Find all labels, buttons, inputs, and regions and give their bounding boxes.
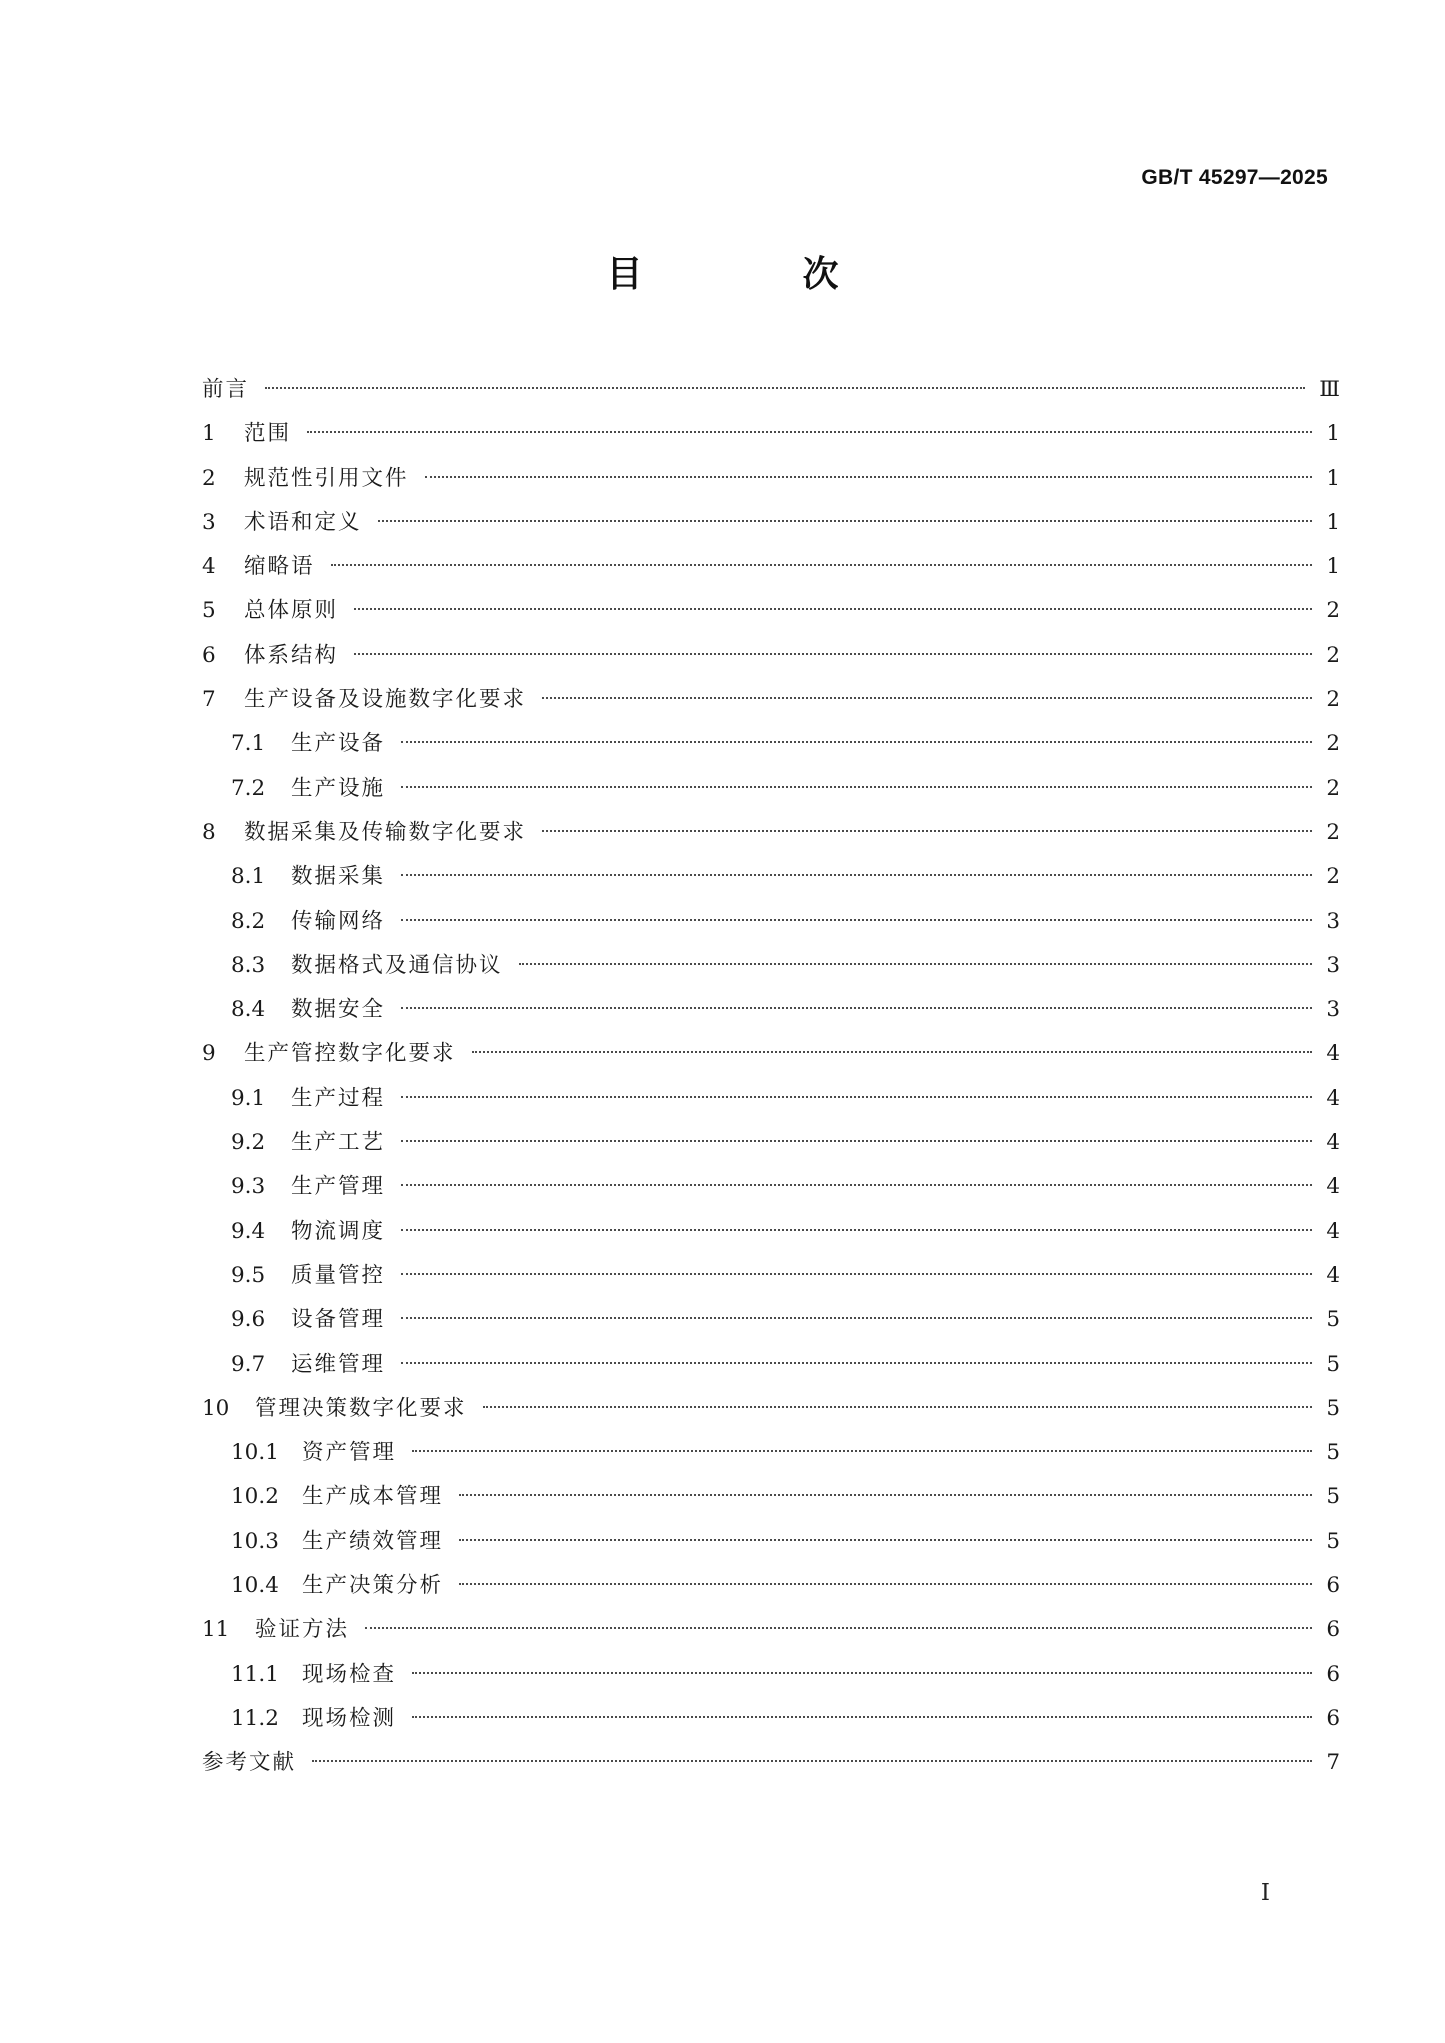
toc-entry-number: 9.2 [231, 1130, 266, 1156]
dot-leader [307, 431, 1312, 433]
toc-entry-page: 2 [1326, 775, 1340, 801]
toc-entry[interactable] [202, 944, 1340, 988]
toc-entry-page: 2 [1326, 687, 1340, 713]
dot-leader [312, 1760, 1312, 1762]
toc-entry-number: 7.2 [231, 775, 266, 801]
toc-entry-title[interactable]: 现场检查 [302, 1661, 397, 1687]
toc-entry[interactable] [202, 1653, 1340, 1697]
toc-entry-page: 5 [1326, 1440, 1340, 1466]
toc-entry-page: 2 [1326, 598, 1340, 624]
toc-entry[interactable] [202, 678, 1340, 722]
toc-entry-number: 11.2 [231, 1705, 279, 1731]
toc-entry[interactable] [202, 1032, 1340, 1076]
toc-entry-number: 5 [202, 598, 216, 624]
dot-leader [265, 387, 1305, 389]
toc-entry-title[interactable]: 缩略语 [244, 554, 315, 580]
dot-leader [401, 874, 1312, 876]
toc-entry-title[interactable]: 生产设备 [291, 731, 386, 757]
toc-entry-page: 4 [1326, 1041, 1340, 1067]
toc-entry-page: 2 [1326, 864, 1340, 890]
toc-entry[interactable] [202, 457, 1340, 501]
toc-entry-title[interactable]: 质量管控 [291, 1262, 386, 1288]
toc-entry-page: 2 [1326, 819, 1340, 845]
toc-entry-number: 9.4 [231, 1218, 266, 1244]
toc-entry-page: 6 [1326, 1705, 1340, 1731]
toc-entry-title[interactable]: 管理决策数字化要求 [255, 1395, 467, 1421]
dot-leader [425, 476, 1312, 478]
dot-leader [401, 1007, 1312, 1009]
dot-leader [472, 1051, 1312, 1053]
toc-entry-page: 5 [1326, 1528, 1340, 1554]
toc-entry-title[interactable]: 参考文献 [202, 1750, 297, 1776]
toc-entry-page: 3 [1326, 908, 1340, 934]
dot-leader [483, 1406, 1312, 1408]
toc-entry-title[interactable]: 生产设施 [291, 775, 386, 801]
toc-entry-title[interactable]: 范围 [244, 421, 292, 447]
toc-entry-page: 6 [1326, 1661, 1340, 1687]
toc-entry[interactable] [202, 855, 1340, 899]
toc-entry-number: 6 [202, 642, 216, 668]
toc-entry-number: 7 [202, 687, 216, 713]
toc-entry[interactable] [202, 767, 1340, 811]
toc-entry[interactable] [202, 1475, 1340, 1519]
toc-entry-page: 4 [1326, 1130, 1340, 1156]
toc-entry[interactable] [202, 1431, 1340, 1475]
toc-entry[interactable] [202, 1298, 1340, 1342]
toc-entry-title[interactable]: 总体原则 [244, 598, 339, 624]
dot-leader [378, 520, 1312, 522]
toc-entry-title[interactable]: 生产决策分析 [302, 1573, 444, 1599]
toc-entry-title[interactable]: 生产管控数字化要求 [244, 1041, 456, 1067]
toc-entry-page: 4 [1326, 1218, 1340, 1244]
toc-entry[interactable] [202, 634, 1340, 678]
dot-leader [331, 564, 1312, 566]
toc-entry-title[interactable]: 验证方法 [255, 1617, 350, 1643]
toc-entry-title[interactable]: 规范性引用文件 [244, 465, 409, 491]
dot-leader [459, 1539, 1312, 1541]
toc-entry-page: 5 [1326, 1484, 1340, 1510]
toc-entry-number: 8 [202, 819, 216, 845]
toc-entry-number: 9.3 [231, 1174, 266, 1200]
dot-leader [401, 1096, 1312, 1098]
toc-entry-number: 11.1 [231, 1661, 279, 1687]
dot-leader [459, 1583, 1312, 1585]
toc-entry-page: 1 [1326, 421, 1340, 447]
toc-entry-title[interactable]: 设备管理 [291, 1307, 386, 1333]
toc-entry-title[interactable]: 生产管理 [291, 1174, 386, 1200]
toc-entry-page: 2 [1326, 731, 1340, 757]
toc-entry-number: 10.4 [231, 1573, 279, 1599]
toc-entry-page: 6 [1326, 1573, 1340, 1599]
toc-entry-title[interactable]: 传输网络 [291, 908, 386, 934]
dot-leader [354, 653, 1312, 655]
toc-entry[interactable] [202, 1343, 1340, 1387]
dot-leader [542, 697, 1312, 699]
toc-entry-number: 8.1 [231, 864, 266, 890]
toc-entry[interactable] [202, 545, 1340, 589]
toc-entry-page: 1 [1326, 465, 1340, 491]
toc-entry-number: 10 [202, 1395, 230, 1421]
toc-entry-title[interactable]: 前言 [202, 377, 250, 402]
dot-leader [459, 1494, 1312, 1496]
toc-entry-title[interactable]: 数据格式及通信协议 [291, 952, 503, 978]
toc-entry-page: 4 [1326, 1174, 1340, 1200]
dot-leader [542, 830, 1312, 832]
toc-entry-page: 1 [1326, 554, 1340, 580]
toc-entry-number: 9.1 [231, 1085, 266, 1111]
toc-entry-number: 9 [202, 1041, 216, 1067]
dot-leader [519, 963, 1312, 965]
toc-entry-title[interactable]: 术语和定义 [244, 509, 362, 535]
toc-entry[interactable] [202, 1564, 1340, 1608]
toc-entry-number: 10.3 [231, 1528, 279, 1554]
toc-entry-page: 6 [1326, 1617, 1340, 1643]
toc-entry-title[interactable]: 生产成本管理 [302, 1484, 444, 1510]
toc-entry[interactable] [202, 1210, 1340, 1254]
toc-entry-number: 8.3 [231, 952, 266, 978]
toc-entry[interactable] [202, 1608, 1340, 1652]
toc-entry[interactable] [202, 1387, 1340, 1431]
dot-leader [412, 1716, 1312, 1718]
dot-leader [401, 1140, 1312, 1142]
dot-leader [401, 1317, 1312, 1319]
toc-entry-number: 11 [202, 1617, 230, 1643]
toc-entry-title[interactable]: 数据安全 [291, 997, 386, 1023]
toc-entry-page: 3 [1326, 997, 1340, 1023]
dot-leader [401, 741, 1312, 743]
toc-entry[interactable] [202, 1697, 1340, 1741]
toc-entry-page: Ⅲ [1319, 377, 1340, 402]
toc-entry-number: 10.2 [231, 1484, 279, 1510]
toc-entry-number: 9.7 [231, 1351, 266, 1377]
dot-leader [354, 608, 1312, 610]
toc-entry[interactable] [202, 1165, 1340, 1209]
toc-entry[interactable] [202, 589, 1340, 633]
standard-number: GB/T 45297—2025 [1141, 166, 1328, 189]
toc-entry-page: 3 [1326, 952, 1340, 978]
toc-entry-page: 1 [1326, 509, 1340, 535]
dot-leader [412, 1672, 1312, 1674]
toc-entry-number: 7.1 [231, 731, 266, 757]
table-of-contents [202, 368, 1340, 1786]
toc-entry-number: 8.2 [231, 908, 266, 934]
toc-entry-title[interactable]: 运维管理 [291, 1351, 386, 1377]
toc-entry-page: 5 [1326, 1351, 1340, 1377]
page-title: 目 次 [606, 254, 901, 295]
dot-leader [412, 1450, 1312, 1452]
page-number: Ⅰ [1260, 1880, 1270, 1906]
dot-leader [401, 1273, 1312, 1275]
toc-entry[interactable] [202, 368, 1340, 412]
toc-entry[interactable] [202, 501, 1340, 545]
toc-entry-title[interactable]: 生产绩效管理 [302, 1528, 444, 1554]
toc-entry-number: 3 [202, 509, 216, 535]
dot-leader [401, 919, 1312, 921]
toc-entry[interactable] [202, 412, 1340, 456]
dot-leader [401, 1184, 1312, 1186]
dot-leader [401, 786, 1312, 788]
toc-entry-page: 7 [1326, 1750, 1340, 1776]
toc-entry[interactable] [202, 722, 1340, 766]
dot-leader [401, 1229, 1312, 1231]
toc-entry-title[interactable]: 生产设备及设施数字化要求 [244, 687, 527, 713]
toc-entry-page: 5 [1326, 1307, 1340, 1333]
toc-entry-number: 4 [202, 554, 216, 580]
toc-entry-title[interactable]: 资产管理 [302, 1440, 397, 1466]
toc-entry[interactable] [202, 1741, 1340, 1785]
toc-entry[interactable] [202, 1121, 1340, 1165]
toc-entry-page: 5 [1326, 1395, 1340, 1421]
toc-entry[interactable] [202, 988, 1340, 1032]
toc-entry-page: 4 [1326, 1085, 1340, 1111]
toc-entry-number: 9.6 [231, 1307, 266, 1333]
toc-entry-number: 2 [202, 465, 216, 491]
toc-entry-number: 10.1 [231, 1440, 279, 1466]
toc-entry-page: 4 [1326, 1262, 1340, 1288]
toc-entry-title[interactable]: 生产过程 [291, 1085, 386, 1111]
toc-entry[interactable] [202, 900, 1340, 944]
toc-entry-number: 1 [202, 421, 216, 447]
toc-entry-page: 2 [1326, 642, 1340, 668]
toc-entry-title[interactable]: 生产工艺 [291, 1130, 386, 1156]
toc-entry[interactable] [202, 1254, 1340, 1298]
dot-leader [365, 1627, 1312, 1629]
toc-entry[interactable] [202, 1520, 1340, 1564]
toc-entry[interactable] [202, 811, 1340, 855]
toc-entry-title[interactable]: 数据采集及传输数字化要求 [244, 819, 527, 845]
toc-entry-title[interactable]: 物流调度 [291, 1218, 386, 1244]
toc-entry[interactable] [202, 1077, 1340, 1121]
toc-entry-number: 8.4 [231, 997, 266, 1023]
toc-entry-title[interactable]: 现场检测 [302, 1705, 397, 1731]
toc-entry-title[interactable]: 数据采集 [291, 864, 386, 890]
dot-leader [401, 1362, 1312, 1364]
toc-entry-number: 9.5 [231, 1262, 266, 1288]
toc-entry-title[interactable]: 体系结构 [244, 642, 339, 668]
